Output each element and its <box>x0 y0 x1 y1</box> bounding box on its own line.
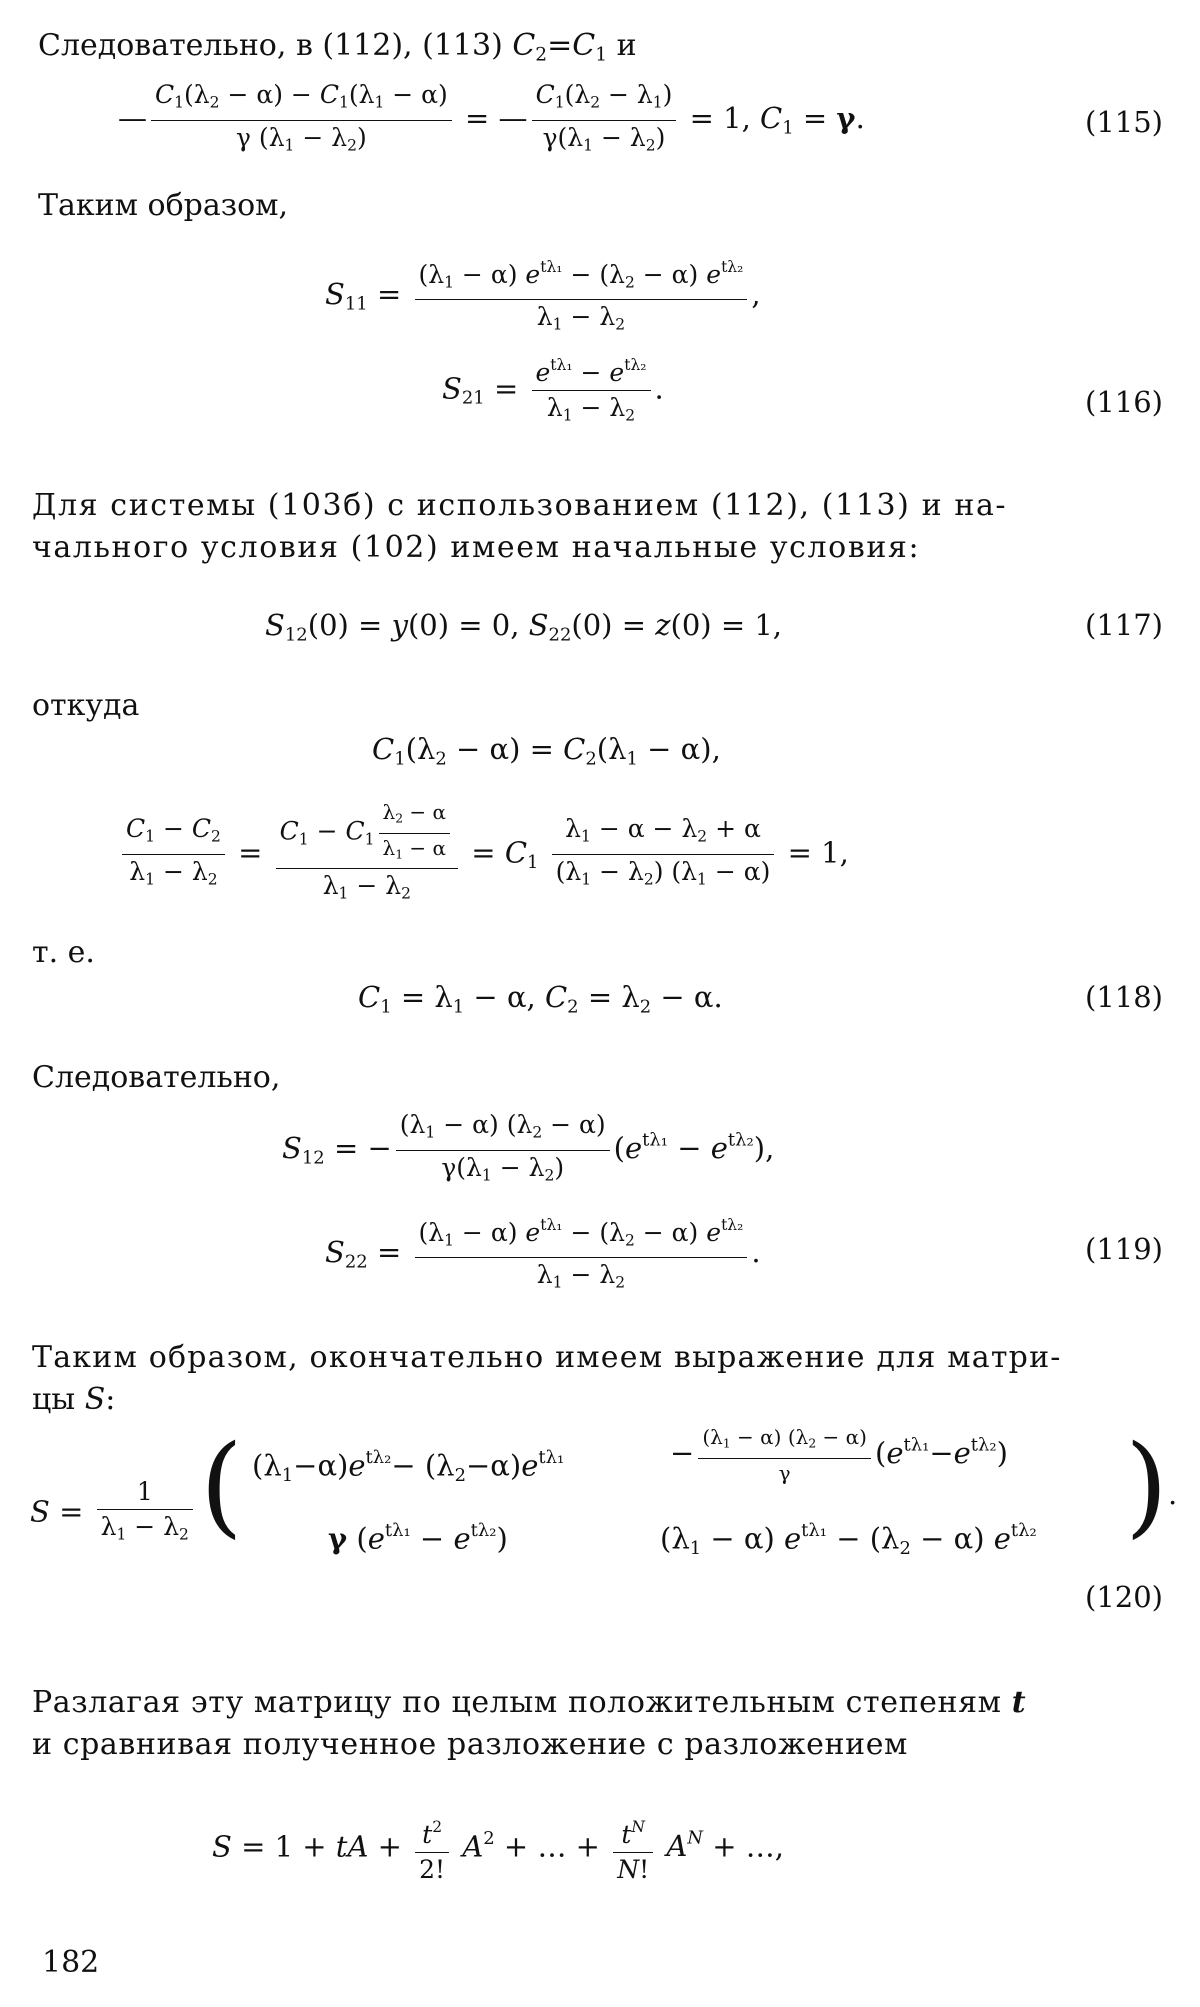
text-line-dlya-sistemy-2: чального условия (102) имеем начальные условия: <box>32 530 921 565</box>
equation-C-relation: $C_1(\lambda_2 - \alpha) = C_2(\lambda_1 - \alpha)$, <box>372 732 721 770</box>
equation-number-120: (120) <box>1085 1580 1163 1614</box>
text-line-takim-obrazom-1: Таким образом, <box>38 188 289 223</box>
text-line-sledovatelno-2: Следовательно, <box>32 1060 281 1095</box>
equation-117: $S_{12}(0) = y(0) = 0$, $S_{22}(0) = z(0) = 1$, <box>265 608 783 646</box>
matrix-cell-22: $(\lambda_1 - \alpha) e^{t\lambda_1} - (\lambda_2 - \alpha)$ $e^{t\lambda_2}$ <box>660 1520 1037 1559</box>
text-line-razlagaya-1: Разлагая эту матрицу по целым положительным степеням t <box>32 1685 1027 1720</box>
equation-number-116: (116) <box>1085 385 1163 419</box>
equation-number-115: (115) <box>1085 105 1163 139</box>
equation-number-119: (119) <box>1085 1232 1163 1266</box>
equation-C-fraction: $\frac{C_1 - C_2}{\lambda_1 - \lambda_2}$ = $C_1 - C_1$ $\frac{\lambda_2 - \alpha}{\lambda_1 - \alpha}$ $\lambda_1 - \lambda_2$ = $C_1$ $\frac{\lambda_1 - \alpha - \lambda_2 + \alpha}{(\lambda_1 - \lambda_2) (\lambda_1 - \alpha)}$ = 1, <box>118 800 849 909</box>
matrix-cell-21: γ $(e^{t\lambda_1} - e^{t\lambda_2})$ <box>328 1520 508 1556</box>
text-line-dlya-sistemy-1: Для системы (103б) с использованием (112), (113) и на- <box>32 488 1008 523</box>
equation-expansion: S = 1 + tA + $\frac{t^2}{2!}$ $A^2$ + … + $\frac{t^N}{N!}$ $A^N$ + …, <box>212 1812 784 1885</box>
equation-number-118: (118) <box>1085 980 1163 1014</box>
text-line-takim-obrazom-2a: Таким образом, окончательно имеем выражение для матри- <box>32 1340 1062 1375</box>
equation-S12: $S_{12}$ = − $\frac{(\lambda_1 - \alpha) (\lambda_2 - \alpha)}{\gamma(\lambda_1 - \lambda_2)}$ $(e^{t\lambda_1} - e^{t\lambda_2})$, <box>282 1110 775 1185</box>
matrix-cell-12: − $\frac{(\lambda_1 - \alpha) (\lambda_2 - \alpha)}{\gamma}$ $(e^{t\lambda_1}-e^{t\lambda_2})$ <box>670 1425 1008 1485</box>
equation-115: — $\frac{C_1(\lambda_2 - \alpha) - C_1(\lambda_1 - \alpha)}{\gamma (\lambda_1 - \lambda_2)}$ = — $\frac{C_1(\lambda_2 - \lambda_1)}{\gamma(\lambda_1 - \lambda_2)}$ = 1, $C_1 = \gamma$. <box>118 80 865 155</box>
matrix-right-paren: ) <box>1125 1421 1168 1549</box>
text-line-sledovatelno-1: Следовательно, в (112), (113) $C_2=C_1$ и <box>38 28 637 66</box>
text-line-te: т. е. <box>32 935 95 970</box>
page-number: 182 <box>42 1945 100 1980</box>
equation-S21: $S_{21}$ = $\frac{e^{t\lambda_1} - e^{t\lambda_2}}{\lambda_1 - \lambda_2}$ . <box>442 350 664 430</box>
equation-120-matrix: S = $\frac{1}{\lambda_1 - \lambda_2}$ ( $(\lambda_1-\alpha)e^{t\lambda_2}- (\lambda_2-\alpha)e^{t\lambda_1}$ − $\frac{(\lambda_1 - \alpha) (\lambda_2 - \alpha)}{\gamma}$ $(e^{t\lambda_1}-e^{t\lambda_2})$ γ $(e^{t\lambda_1} - e^{t\lambda_2})$ $(\lambda_1 - \alpha) e^{t\lambda_1} - (\lambda_2 - \alpha)$ $e^{t\lambda_2}$ ) . <box>30 1421 1178 1559</box>
equation-118: $C_1 = \lambda_1 - \alpha$, $C_2 = \lambda_2 - \alpha$. <box>358 980 723 1018</box>
text-line-takim-obrazom-2b: цы S: <box>32 1382 116 1417</box>
equation-S22: $S_{22}$ = $\frac{(\lambda_1 - \alpha) e^{t\lambda_1} - (\lambda_2 - \alpha) e^{t\lambda_2}}{\lambda_1 - \lambda_2}$ . <box>325 1210 761 1298</box>
text-line-razlagaya-2: и сравнивая полученное разложение с разложением <box>32 1727 908 1762</box>
equation-number-117: (117) <box>1085 608 1163 642</box>
matrix-left-paren: ( <box>200 1421 243 1549</box>
matrix-cell-11: $(\lambda_1-\alpha)e^{t\lambda_2}- (\lambda_2-\alpha)e^{t\lambda_1}$ <box>252 1447 565 1486</box>
text-line-otkuda: откуда <box>32 688 140 723</box>
equation-S11: $S_{11}$ = $\frac{(\lambda_1 - \alpha) e^{t\lambda_1} - (\lambda_2 - \alpha) e^{t\lambda_2}}{\lambda_1 - \lambda_2}$ , <box>325 252 761 340</box>
